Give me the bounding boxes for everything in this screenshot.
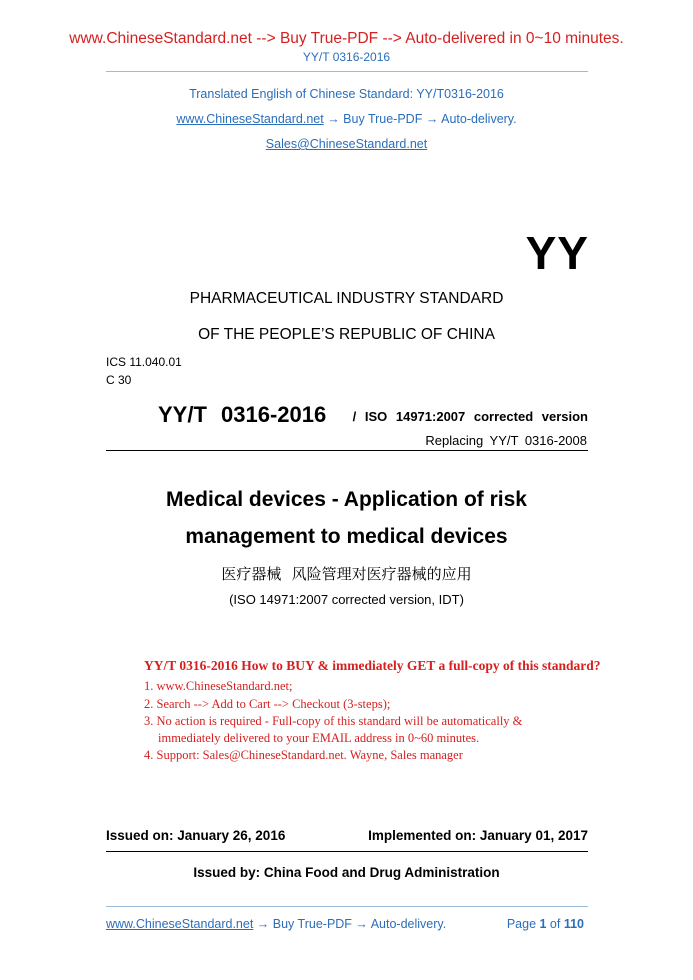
standard-divider	[106, 450, 588, 451]
issued-on: Issued on: January 26, 2016	[106, 828, 286, 843]
issued-by: Issued by: China Food and Drug Administration	[193, 865, 500, 880]
header-doc-code: YY/T 0316-2016	[302, 50, 391, 64]
promo-item-2: 2. Search --> Add to Cart --> Checkout (3-steps);	[144, 697, 391, 711]
footer-divider	[106, 906, 588, 907]
title-line-1: Medical devices - Application of risk	[166, 488, 527, 511]
implemented-on: Implemented on: January 01, 2017	[368, 828, 588, 843]
standard-code-line	[106, 402, 588, 432]
industry-line-2: OF THE PEOPLE’S REPUBLIC OF CHINA	[198, 326, 495, 343]
page-label: Page	[506, 917, 540, 931]
ccs-code: C 30	[106, 373, 132, 387]
header-divider	[106, 71, 588, 72]
top-banner[interactable]: www.ChineseStandard.net --> Buy True-PDF --> Auto-delivered in 0~10 minutes.	[69, 30, 624, 47]
translated-line: Translated English of Chinese Standard: YY/T0316-2016	[189, 87, 504, 101]
replacing-note: Replacing YY/T 0316-2008	[425, 433, 587, 448]
title-line-2: management to medical devices	[185, 525, 508, 548]
footer-buy-text: → Buy True-PDF → Auto-delivery.	[253, 917, 447, 931]
page-of: of	[546, 917, 564, 931]
site-link[interactable]: www.ChineseStandard.net	[176, 112, 324, 126]
email-link[interactable]: Sales@ChineseStandard.net	[265, 137, 428, 151]
email-line	[0, 137, 693, 151]
footer-site-link[interactable]: www.ChineseStandard.net	[106, 917, 254, 931]
industry-line-1: PHARMACEUTICAL INDUSTRY STANDARD	[189, 290, 504, 307]
buy-text: → Buy True-PDF → Auto-delivery.	[327, 112, 517, 126]
dates-divider	[106, 851, 588, 852]
page-indicator	[507, 917, 584, 931]
standard-code: YY/T 0316-2016	[158, 402, 327, 427]
promo-item-3-cont: immediately delivered to your EMAIL address in 0~60 minutes.	[158, 731, 480, 745]
yy-logo: YY	[525, 227, 589, 279]
chinese-title: 医疗器械 风险管理对医疗器械的应用	[221, 566, 472, 583]
promo-item-4: 4. Support: Sales@ChineseStandard.net. Wayne, Sales manager	[144, 748, 463, 762]
promo-heading: YY/T 0316-2016 How to BUY & immediately GET a full-copy of this standard?	[144, 658, 601, 673]
buy-line	[0, 112, 693, 126]
title-sub: (ISO 14971:2007 corrected version, IDT)	[229, 592, 464, 607]
iso-equivalent: / ISO 14971:2007 corrected version	[352, 409, 588, 424]
page-total: 110	[563, 917, 584, 931]
page-number: 1	[539, 917, 547, 931]
ics-code: ICS 11.040.01	[106, 355, 182, 369]
promo-item-3: 3. No action is required - Full-copy of this standard will be automatically &	[144, 714, 523, 728]
footer-buy-line	[106, 917, 446, 931]
promo-item-1[interactable]: 1. www.ChineseStandard.net;	[144, 679, 293, 693]
